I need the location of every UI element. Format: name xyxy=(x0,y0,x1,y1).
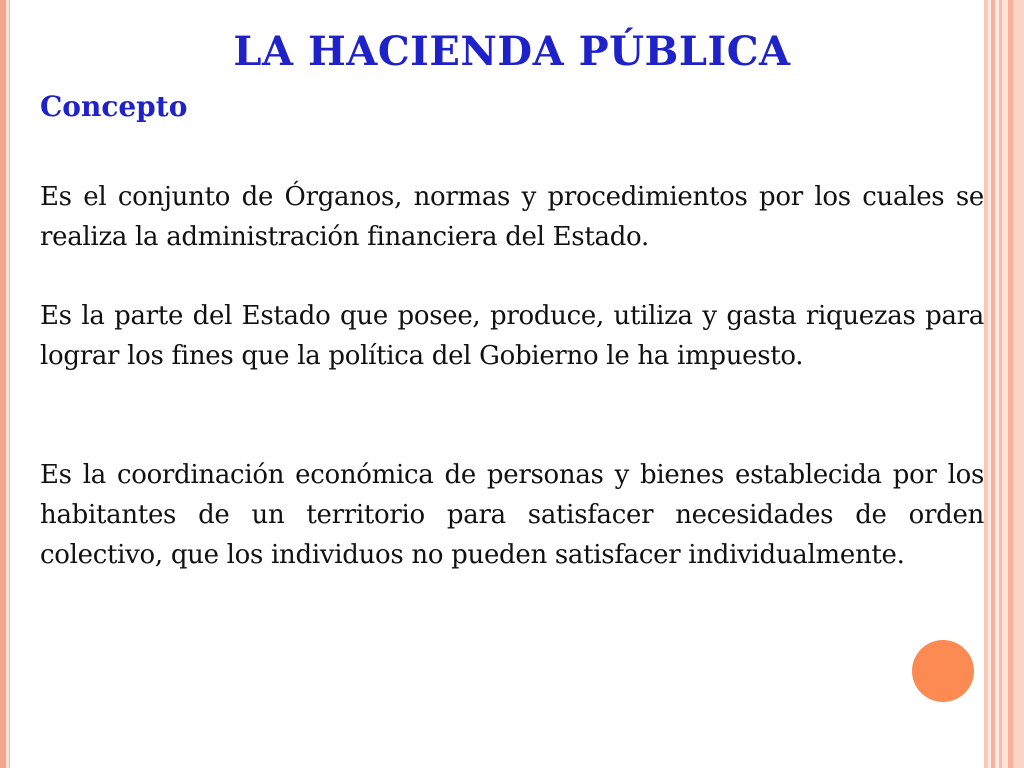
slide-title: LA HACIENDA PÚBLICA xyxy=(233,28,791,75)
paragraph-definition-2: Es la parte del Estado que posee, produce, utiliza y gasta riquezas para lograr los fines que la política del Gobierno le ha impuesto. xyxy=(40,301,984,371)
paragraph-definition-1: Es el conjunto de Órganos, normas y procedimientos por los cuales se realiza la administración financiera del Estado. xyxy=(40,182,984,252)
right-border-stripe xyxy=(1013,0,1024,768)
paragraph-definition-3: Es la coordinación económica de personas y bienes establecida por los habitantes de un territorio para satisfacer necesidades de orden colectivo, que los individuos no pueden satisfacer individualmente. xyxy=(40,460,984,570)
left-border-stripe xyxy=(9,0,10,768)
decorative-circle xyxy=(912,640,974,702)
slide-subtitle: Concepto xyxy=(40,90,188,123)
